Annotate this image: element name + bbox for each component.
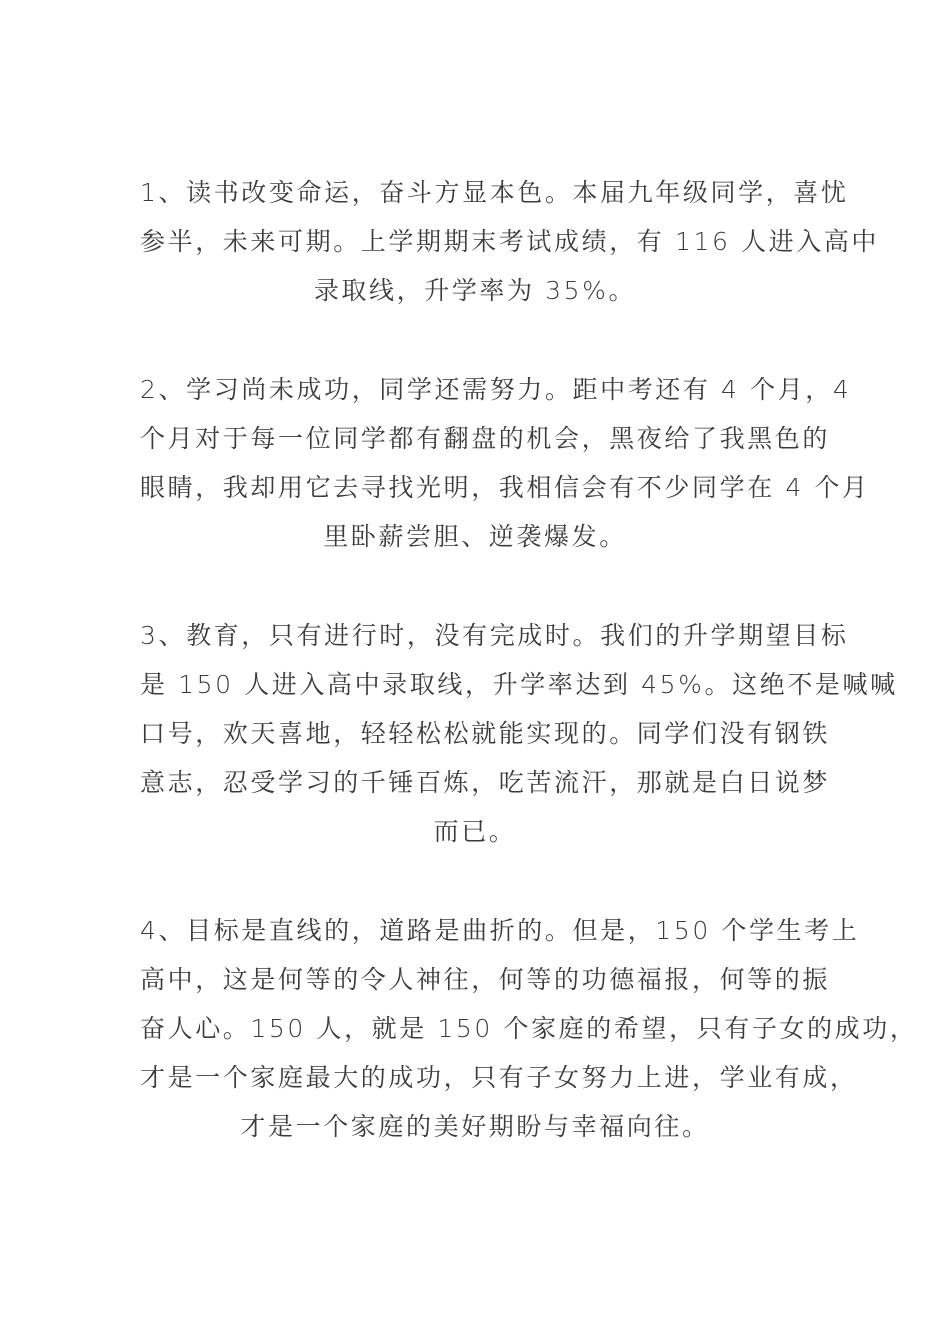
paragraph-1 [140,168,880,315]
paragraph-line: 口号，欢天喜地，轻轻松松就能实现的。同学们没有钢铁 [140,719,831,748]
paragraph-line: 意志，忍受学习的千锤百炼，吃苦流汗，那就是白日说梦 [140,768,831,797]
paragraph-line: 2、学习尚未成功，同学还需努力。距中考还有 4 个月，4 [140,375,852,404]
paragraph-line: 里卧薪尝胆、逆袭爆发。 [323,522,627,551]
paragraph-line: 3、教育，只有进行时，没有完成时。我们的升学期望目标 [140,621,849,650]
paragraph-line: 是 150 人进入高中录取线，升学率达到 45%。这绝不是喊喊 [140,670,898,699]
paragraph-line: 奋人心。150 人，就是 150 个家庭的希望，只有子女的成功， [140,1014,918,1043]
paragraph-line: 才是一个家庭最大的成功，只有子女努力上进，学业有成， [140,1063,858,1092]
paragraph-line: 参半，未来可期。上学期期末考试成绩，有 116 人进入高中 [140,227,880,256]
paragraph-4 [140,906,918,1151]
paragraph-line: 才是一个家庭的美好期盼与幸福向往。 [240,1112,710,1141]
paragraph-line: 个月对于每一位同学都有翻盘的机会，黑夜给了我黑色的 [140,424,831,453]
paragraph-line: 1、读书改变命运，奋斗方显本色。本届九年级同学，喜忧 [140,178,849,207]
paragraph-line: 而已。 [433,817,517,846]
paragraph-line: 4、目标是直线的，道路是曲折的。但是，150 个学生考上 [140,916,860,945]
paragraph-line: 录取线，升学率为 35%。 [313,276,637,305]
paragraph-line: 高中，这是何等的令人神往，何等的功德福报，何等的振 [140,965,831,994]
paragraph-line: 眼睛，我却用它去寻找光明，我相信会有不少同学在 4 个月 [140,473,870,502]
paragraph-3 [140,611,898,856]
document-body [140,168,918,1201]
paragraph-2 [140,365,870,561]
